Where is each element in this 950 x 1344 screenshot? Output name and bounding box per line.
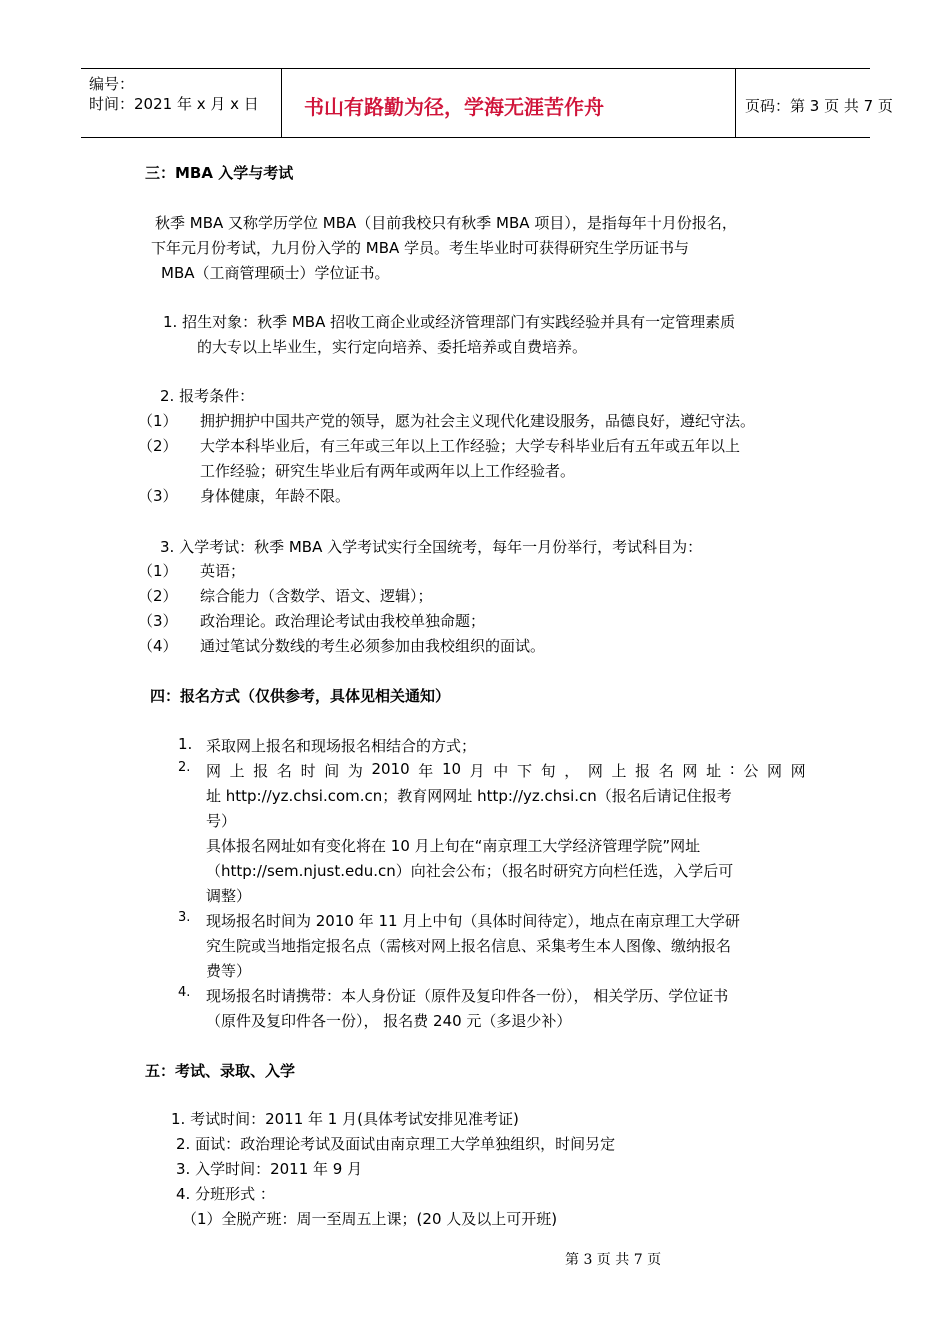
- header-right-cell: [736, 69, 893, 137]
- s3-item-1-line-2: 的大专以上毕业生，实行定向培养、委托培养或自费培养。: [197, 338, 588, 356]
- cond-3-text: 身体健康，年龄不限。: [200, 487, 351, 505]
- s4-item-2-line-1: [206, 760, 806, 781]
- s3-intro-line-2: 下年元月份考试，九月份入学的 MBA 学员。考生毕业时可获得研究生学历证书与: [151, 239, 690, 257]
- spaced-word: 网: [206, 762, 222, 780]
- spaced-word: 网: [767, 762, 783, 780]
- exam-1-text: 英语；: [200, 562, 246, 580]
- s4-item-2-line-3: 号）: [206, 812, 237, 830]
- spaced-word: 间: [324, 762, 340, 780]
- s5-line-3: 3. 入学时间：2011 年 9 月: [176, 1160, 363, 1178]
- spaced-word: 下: [516, 762, 532, 780]
- spaced-word: :: [729, 760, 735, 778]
- spaced-word: 上: [229, 762, 245, 780]
- s3-item-1-line-1: 1. 招生对象：秋季 MBA 招收工商企业或经济管理部门有实践经验并具有一定管理素质: [163, 313, 736, 331]
- exam-1-num: （1）: [138, 562, 178, 580]
- cond-2-num: （2）: [138, 437, 178, 455]
- spaced-word: 名: [658, 762, 674, 780]
- spaced-word: 10: [441, 760, 462, 778]
- s5-line-5: （1）全脱产班：周一至周五上课；(20 人及以上可开班): [182, 1210, 558, 1228]
- spaced-word: 中: [493, 762, 509, 780]
- s3-item-2-title: 2. 报考条件：: [160, 387, 255, 405]
- spaced-word: 网: [682, 762, 698, 780]
- cond-3-num: （3）: [138, 487, 178, 505]
- exam-3-text: 政治理论。政治理论考试由我校单独命题；: [200, 612, 486, 630]
- time-label: 时间：2021 年 x 月 x 日: [89, 95, 259, 113]
- s5-line-1: 1. 考试时间：2011 年 1 月(具体考试安排见准考证): [171, 1110, 519, 1128]
- s3-intro-line-3: MBA（工商管理硕士）学位证书。: [161, 264, 390, 282]
- spaced-word: ，: [564, 762, 580, 780]
- exam-4-text: 通过笔试分数线的考生必须参加由我校组织的面试。: [200, 637, 546, 655]
- s3-item-3-title: 3. 入学考试：秋季 MBA 入学考试实行全国统考，每年一月份举行，考试科目为：: [160, 538, 703, 556]
- s4-item-3-line-2: 究生院或当地指定报名点（需核对网上报名信息、采集考生本人图像、缴纳报名: [206, 937, 732, 955]
- cond-2-line-1: 大学本科毕业后，有三年或三年以上工作经验；大学专科毕业后有五年或五年以上: [200, 437, 741, 455]
- spaced-word: 2010: [371, 760, 410, 778]
- s5-line-4: 4. 分班形式 ：: [176, 1185, 275, 1203]
- s4-item-4-line-1: 现场报名时请携带：本人身份证（原件及复印件各一份）， 相关学历、学位证书: [206, 987, 729, 1005]
- s4-item-2-line-4: 具体报名网址如有变化将在 10 月上旬在“南京理工大学经济管理学院”网址: [206, 837, 701, 855]
- spaced-word: 年: [418, 762, 434, 780]
- s4-item-3-num: 3.: [178, 910, 191, 925]
- spaced-word: 上: [611, 762, 627, 780]
- s4-item-1-text: 采取网上报名和现场报名相结合的方式；: [206, 737, 477, 755]
- spaced-word: 时: [300, 762, 316, 780]
- s4-item-2-line-6: 调整）: [206, 887, 252, 905]
- spaced-word: 址: [706, 762, 722, 780]
- header-left-cell: [81, 69, 281, 137]
- exam-2-num: （2）: [138, 587, 178, 605]
- s4-item-3-line-3: 费等）: [206, 962, 252, 980]
- s4-item-2-line-2: 址 http://yz.chsi.com.cn；教育网网址 http://yz.chsi.cn（报名后请记住报考: [206, 787, 732, 805]
- spaced-word: 名: [276, 762, 292, 780]
- spaced-word: 网: [587, 762, 603, 780]
- spaced-word: 为: [347, 762, 363, 780]
- spaced-word: 月: [469, 762, 485, 780]
- s4-item-2-num: 2.: [178, 760, 191, 775]
- motto: 书山有路勤为径，学海无涯苦作舟: [304, 95, 604, 119]
- header-center-cell: [281, 69, 736, 137]
- number-label: 编号：: [89, 75, 135, 93]
- s5-line-2: 2. 面试：政治理论考试及面试由南京理工大学单独组织，时间另定: [176, 1135, 616, 1153]
- spaced-word: 公: [743, 762, 759, 780]
- s4-item-2-line-5: （http://sem.njust.edu.cn）向社会公布；（报名时研究方向栏任选，入学后可: [206, 862, 734, 880]
- cond-1-text: 拥护拥护中国共产党的领导，愿为社会主义现代化建设服务，品德良好，遵纪守法。: [200, 412, 756, 430]
- s3-intro-line-1: 秋季 MBA 又称学历学位 MBA（目前我校只有秋季 MBA 项目），是指每年十月份报名，: [155, 214, 737, 232]
- spaced-word: 报: [635, 762, 651, 780]
- s4-item-4-num: 4.: [178, 985, 191, 1000]
- cond-2-line-2: 工作经验；研究生毕业后有两年或两年以上工作经验者。: [200, 462, 576, 480]
- page-footer: 第 3 页 共 7 页: [565, 1252, 662, 1268]
- section-5-heading: 五：考试、录取、入学: [145, 1062, 296, 1080]
- spaced-word: 网: [790, 762, 806, 780]
- spaced-word: 旬: [540, 762, 556, 780]
- s4-item-4-line-2: （原件及复印件各一份）， 报名费 240 元（多退少补）: [206, 1012, 572, 1030]
- s4-item-3-line-1: 现场报名时间为 2010 年 11 月上中旬（具体时间待定），地点在南京理工大学研: [206, 912, 740, 930]
- exam-3-num: （3）: [138, 612, 178, 630]
- header-table: [81, 68, 893, 138]
- exam-4-num: （4）: [138, 637, 178, 655]
- exam-2-text: 综合能力（含数学、语文、逻辑）；: [200, 587, 433, 605]
- spaced-word: 报: [253, 762, 269, 780]
- page-label: 页码：第 3 页 共 7 页: [745, 97, 893, 115]
- section-4-heading: 四：报名方式（仅供参考，具体见相关通知）: [150, 687, 451, 705]
- cond-1-num: （1）: [138, 412, 178, 430]
- s4-item-1-num: 1.: [178, 735, 193, 753]
- section-3-heading: 三：MBA 入学与考试: [145, 164, 294, 182]
